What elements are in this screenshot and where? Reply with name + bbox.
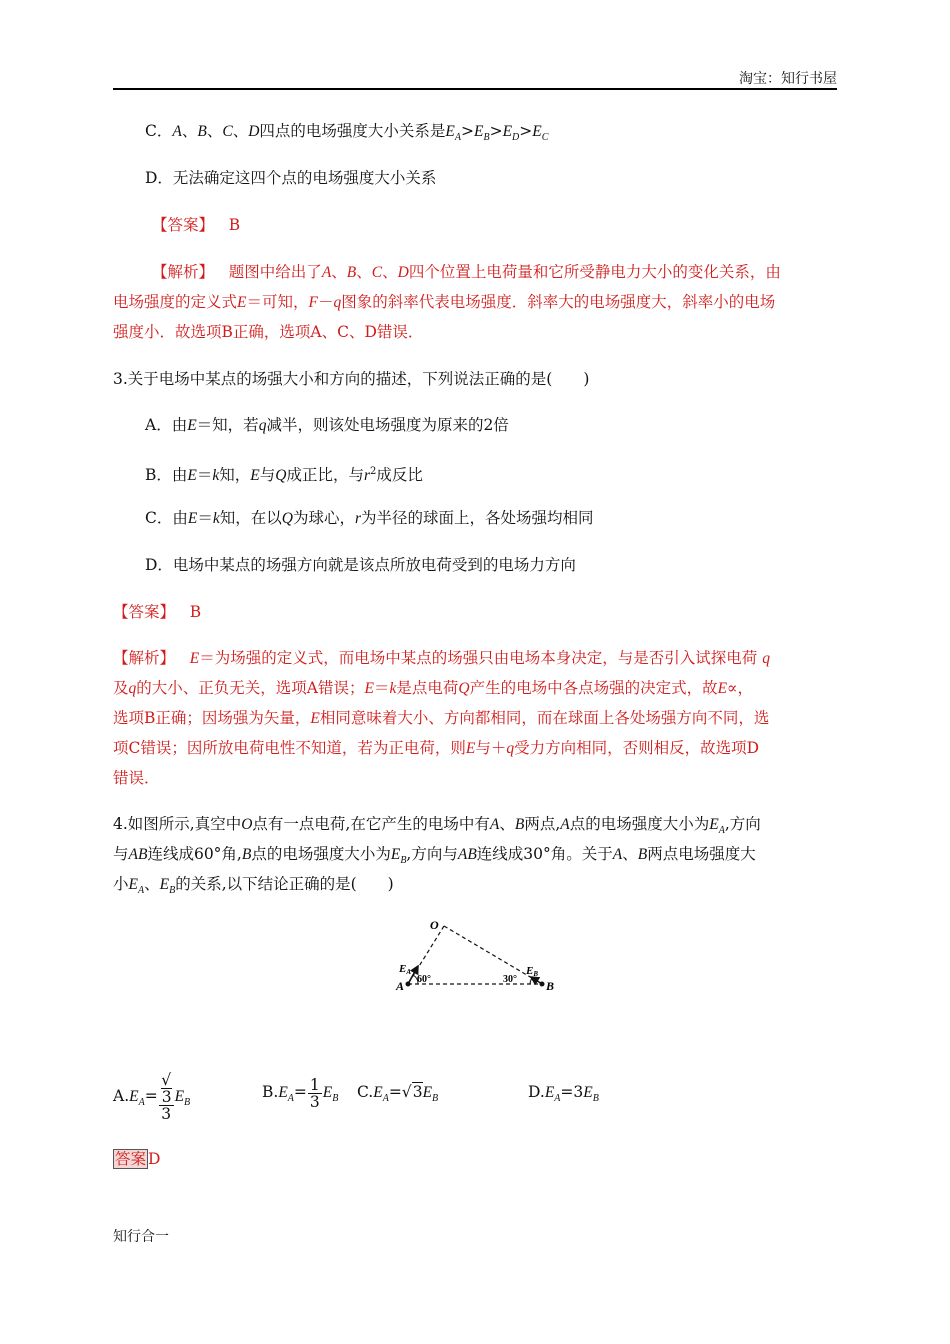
q3-option-a: A．由E＝知，若q减半，则该处电场强度为原来的2倍 bbox=[145, 416, 509, 434]
q3-answer bbox=[113, 597, 201, 627]
q2-analysis-line1: 【解析】 题图中给出了A、B、C、D四个位置上电荷量和它所受静电力大小的变化关系，由 bbox=[152, 263, 781, 281]
footer-text: 知行合一 bbox=[113, 1229, 169, 1245]
q3-analysis-label: 【解析】 bbox=[113, 649, 176, 667]
q4-answer-label: 答案 bbox=[115, 1150, 147, 1168]
q3-analysis-line2: 及q的大小、正负无关，选项A错误；E＝k是点电荷Q产生的电场中各点场强的决定式，故E∝， bbox=[113, 679, 754, 697]
point-b bbox=[540, 982, 545, 987]
header-rule bbox=[113, 88, 837, 90]
q2-analysis-line2: 电场强度的定义式E＝可知，F－q图象的斜率代表电场强度．斜率大的电场强度大，斜率小的电场 bbox=[113, 293, 776, 311]
angle-label-a: 60° bbox=[417, 974, 431, 985]
q4-option-c: $C.E_A=√3E_B$ bbox=[357, 1083, 439, 1105]
q2-analysis-text-a: 题图中给出了 bbox=[228, 263, 322, 281]
label-o: O bbox=[430, 918, 439, 932]
q3-stem: 3.关于电场中某点的场强大小和方向的描述，下列说法正确的是( ) bbox=[113, 370, 590, 388]
q3-option-b: B．由E＝k知，E与Q成正比，与$r^2$成反比 bbox=[145, 466, 423, 485]
q4-answer-value: D bbox=[148, 1150, 161, 1168]
angle-arc-b bbox=[530, 978, 532, 984]
q3-option-d: D．电场中某点的场强方向就是该点所放电荷受到的电场力方向 bbox=[145, 556, 576, 574]
q2-option-d: D．无法确定这四个点的电场强度大小关系 bbox=[145, 169, 437, 187]
angle-label-b: 30° bbox=[503, 974, 517, 985]
q3-analysis-line4: 项C错误；因所放电荷电性不知道，若为正电荷，则E与＋q受力方向相同，否则相反，故选项D bbox=[113, 739, 760, 757]
label-eb: EB bbox=[526, 965, 539, 978]
q3-analysis-line5: 错误． bbox=[113, 769, 160, 787]
q2-analysis-text-b: 四个位置上电荷量和它所受静电力大小的变化关系，由 bbox=[408, 263, 781, 281]
q4-option-b: $B.E_A=$ $\frac{1}{3}$ $E_B$ bbox=[262, 1075, 339, 1111]
q3-option-c: C．由E＝k知，在以Q为球心，r为半径的球面上，各处场强均相同 bbox=[145, 509, 594, 527]
q4-stem-line2: 与AB连线成60°角,B点的电场强度大小为$E_B$,方向与AB连线成30°角。关于A、B两点电场强度大 bbox=[113, 845, 756, 867]
label-a: A bbox=[396, 979, 405, 993]
q3-analysis-line3: 选项B正确；因场强为矢量，E相同意味着大小、方向都相同，而在球面上各处场强方向不同，选 bbox=[113, 709, 770, 727]
header-brand: 淘宝：知行书屋 bbox=[739, 71, 837, 87]
q4-option-d: $D.E_A=3E_B$ bbox=[528, 1083, 599, 1105]
q4-option-a: $A.E_A=$ √ 3 3 $E_B$ bbox=[113, 1071, 191, 1123]
q3-answer-value: B bbox=[189, 603, 202, 621]
point-a bbox=[406, 982, 411, 987]
q2-analysis-label: 【解析】 bbox=[152, 263, 215, 281]
q4-figure bbox=[390, 910, 570, 1000]
q2-analysis-line3: 强度小．故选项B正确，选项A、C、D错误． bbox=[113, 323, 424, 341]
q2-answer bbox=[152, 210, 240, 240]
q4-stem-line3: 小$E_A$、$E_B$的关系,以下结论正确的是( ) bbox=[113, 875, 394, 897]
q3-analysis-line1: 【解析】 E＝为场强的定义式，而电场中某点的场强只由电场本身决定，与是否引入试探电荷 q bbox=[113, 649, 770, 667]
q2-answer-value: B bbox=[228, 216, 241, 234]
q2-answer-label: 【答案】 bbox=[152, 216, 215, 234]
label-ea: EA bbox=[399, 963, 412, 976]
q3-answer-label: 【答案】 bbox=[113, 603, 176, 621]
q2-option-c: C．A、B、C、D四点的电场强度大小关系是$E_A>E_B>E_D>E_C$ bbox=[145, 122, 549, 144]
q4-answer bbox=[113, 1148, 160, 1170]
label-b: B bbox=[546, 979, 555, 993]
q4-stem-line1: 4.如图所示,真空中O点有一点电荷,在它产生的电场中有A、B两点,A点的电场强度大小为$E_A$,方向 bbox=[113, 815, 761, 837]
